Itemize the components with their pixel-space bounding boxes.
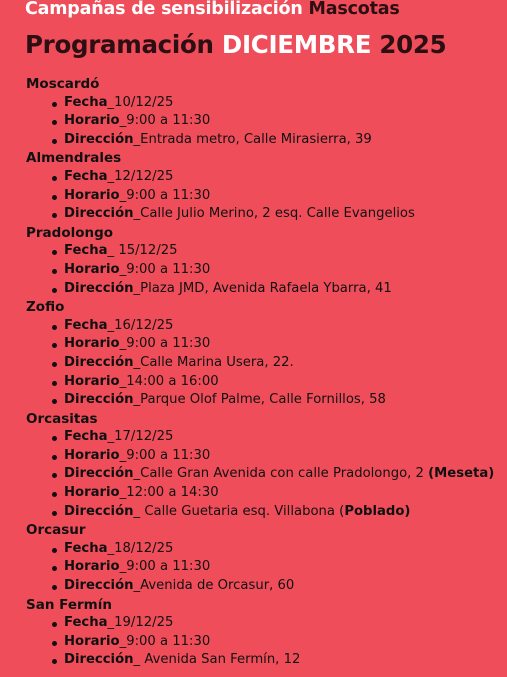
- list-item: [52, 354, 504, 373]
- item-label: Fecha: [64, 94, 108, 110]
- item-value: _ 15/12/25: [107, 243, 178, 259]
- item-label: Horario: [64, 633, 120, 649]
- item-label: Horario: [64, 261, 120, 277]
- section-items: [26, 168, 504, 224]
- item-label: Fecha: [64, 615, 108, 631]
- item-value: _ Calle Guetaria esq. Villabona (: [133, 503, 345, 519]
- list-item: [52, 614, 504, 633]
- item-value: _Plaza JMD, Avenida Rafaela Ybarra, 41: [133, 280, 392, 296]
- item-value: _9:00 a 11:30: [119, 336, 211, 352]
- list-item: [52, 633, 504, 652]
- schedule-title-year: 2025: [379, 30, 447, 59]
- item-value: _Parque Olof Palme, Calle Fornillos, 58: [133, 392, 386, 408]
- section-title: Moscardó: [26, 76, 100, 92]
- section-items: [26, 317, 504, 410]
- item-value: _ Avenida San Fermín, 12: [133, 652, 301, 668]
- item-value: _9:00 a 11:30: [119, 633, 211, 649]
- item-label: Dirección: [64, 354, 134, 370]
- item-value: _19/12/25: [107, 615, 174, 631]
- list-item: [52, 94, 504, 113]
- section-title: Zofio: [26, 299, 65, 316]
- item-value: _10/12/25: [107, 94, 174, 110]
- section-items: [26, 242, 504, 298]
- item-value-highlight: Poblado): [344, 503, 411, 519]
- list-item: [52, 577, 504, 596]
- list-item: [52, 373, 504, 392]
- schedule-title: [25, 30, 446, 59]
- list-item: [52, 280, 504, 299]
- item-value: _14:00 a 16:00: [119, 373, 219, 389]
- list-item: [52, 112, 504, 131]
- list-item: [52, 428, 504, 447]
- item-value: _Calle Julio Merino, 2 esq. Calle Evangelios: [133, 206, 415, 222]
- item-label: Dirección: [64, 503, 134, 519]
- item-label: Dirección: [64, 131, 134, 147]
- item-value: _9:00 a 11:30: [119, 261, 211, 277]
- item-value: _12/12/25: [107, 168, 174, 184]
- section-title: Orcasur: [26, 522, 86, 539]
- item-value: _Entrada metro, Calle Mirasierra, 39: [133, 131, 372, 147]
- list-item: [52, 335, 504, 354]
- section-title: San Fermín: [26, 596, 112, 613]
- item-value: _Avenida de Orcasur, 60: [133, 578, 295, 594]
- item-label: Horario: [64, 187, 120, 203]
- list-item: [52, 447, 504, 466]
- schedule-list: [26, 75, 504, 670]
- list-item: [52, 261, 504, 280]
- item-label: Horario: [64, 485, 120, 501]
- item-label: Fecha: [64, 168, 108, 184]
- list-item: [52, 317, 504, 336]
- list-item: [52, 540, 504, 559]
- list-item: [52, 503, 504, 522]
- item-label: Fecha: [64, 429, 108, 445]
- schedule-title-month: DICIEMBRE: [221, 30, 372, 59]
- item-value: _9:00 a 11:30: [119, 187, 211, 203]
- item-label: Fecha: [64, 540, 108, 556]
- item-label: Horario: [64, 113, 120, 129]
- item-value: _16/12/25: [107, 317, 174, 333]
- section-items: [26, 428, 504, 521]
- item-value: _17/12/25: [107, 429, 174, 445]
- item-value: _18/12/25: [107, 540, 174, 556]
- list-item: [52, 391, 504, 410]
- list-item: [52, 205, 504, 224]
- campaign-title-prefix: Campañas de sensibilización: [25, 0, 303, 19]
- item-label: Horario: [64, 373, 120, 389]
- item-label: Fecha: [64, 317, 108, 333]
- section-title: Orcasitas: [26, 410, 98, 427]
- item-label: Dirección: [64, 466, 134, 482]
- item-label: Horario: [64, 447, 120, 463]
- list-item: [52, 558, 504, 577]
- section-items: [26, 540, 504, 596]
- item-label: Horario: [64, 559, 120, 575]
- section-items: [26, 614, 504, 670]
- schedule-title-prefix: Programación: [25, 30, 214, 59]
- section-title: Pradolongo: [26, 224, 114, 241]
- item-value: _12:00 a 14:30: [119, 485, 219, 501]
- list-item: [52, 242, 504, 261]
- list-item: [52, 187, 504, 206]
- list-item: [52, 168, 504, 187]
- list-item: [52, 465, 504, 484]
- campaign-title: [25, 0, 400, 19]
- item-label: Dirección: [64, 652, 134, 668]
- list-item: [52, 651, 504, 670]
- list-item: [52, 484, 504, 503]
- item-value: _9:00 a 11:30: [119, 559, 211, 575]
- item-value: _Calle Gran Avenida con calle Pradolongo, 2: [133, 466, 429, 482]
- section-items: [26, 94, 504, 150]
- item-value: _9:00 a 11:30: [119, 447, 211, 463]
- list-item: [52, 131, 504, 150]
- item-value: _9:00 a 11:30: [119, 113, 211, 129]
- item-label: Dirección: [64, 578, 134, 594]
- item-label: Horario: [64, 336, 120, 352]
- item-value-highlight: (Meseta): [428, 466, 495, 482]
- item-label: Dirección: [64, 392, 134, 408]
- campaign-title-accent: Mascotas: [308, 0, 400, 19]
- item-label: Dirección: [64, 206, 134, 222]
- item-label: Dirección: [64, 280, 134, 296]
- item-value: _Calle Marina Usera, 22.: [133, 354, 294, 370]
- section-title: Almendrales: [26, 150, 122, 167]
- item-label: Fecha: [64, 243, 108, 259]
